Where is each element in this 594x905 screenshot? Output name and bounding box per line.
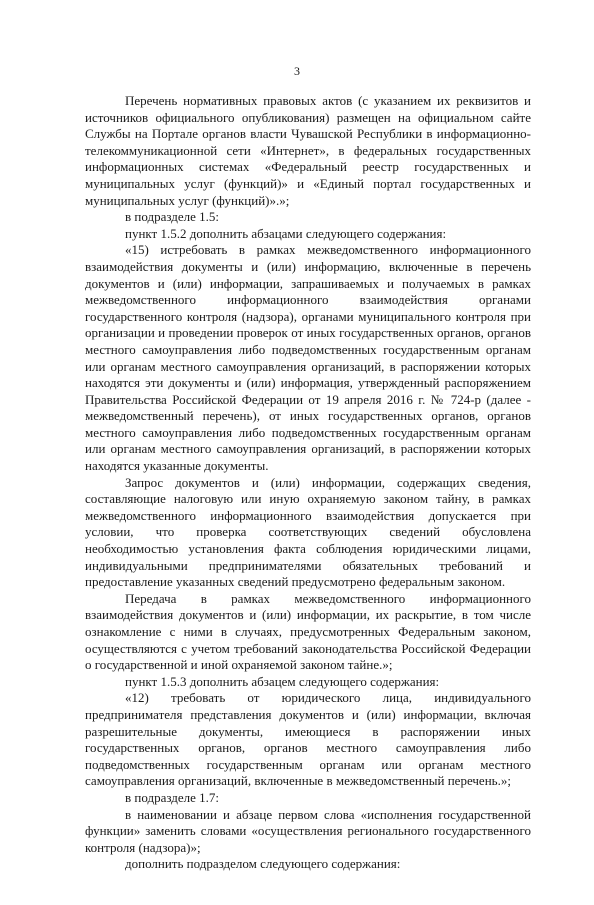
paragraph-regulations-list: Перечень нормативных правовых актов (с указанием их реквизитов и источников официального опубликования) размещен на официальном сайте Службы на Портале органов власти Чувашской Республики в информационно-телекоммуникационной сети «Интернет», в федеральных государственных информационных системах «Федеральный реестр государственных и муниципальных услуг (функций)» и «Единый портал государственных и муниципальных услуг (функций)».»; (85, 93, 531, 208)
paragraph-add-subsection: дополнить подразделом следующего содержания: (125, 856, 401, 872)
paragraph-item-1-5-3: пункт 1.5.3 дополнить абзацем следующего содержания: (125, 673, 440, 689)
paragraph-request-documents: Запрос документов и (или) информации, содержащих сведения, составляющие налоговую или иную охраняемую законом тайну, в рамках межведомственного информационного взаимодействия допускается при условии, что проверка соответствующих сведений обусловлена необходимостью установления факта соблюдения юридическими лицами, индивидуальными предпринимателями обязательных требований и предоставление указанных сведений предусмотрено федеральным законом. (85, 474, 531, 590)
paragraph-clause-12: «12) требовать от юридического лица, индивидуального предпринимателя представления документов и (или) информации, включая разрешительные документы, имеющиеся в распоряжении иных государственных органов, органов местного самоуправления либо подведомственных государственным органам или органам местного самоуправления организаций, включенные в межведомственный перечень.»; (85, 690, 531, 789)
page-number: 3 (294, 64, 300, 78)
paragraph-title-replacement: в наименовании и абзаце первом слова «исполнения государственной функции» заменить словами «осуществления регионального государственного контроля (надзора)»; (85, 806, 531, 855)
paragraph-subsection-1-7: в подразделе 1.7: (125, 789, 220, 805)
paragraph-item-1-5-2: пункт 1.5.2 дополнить абзацами следующего содержания: (125, 225, 447, 241)
paragraph-subsection-1-5: в подразделе 1.5: (125, 209, 220, 225)
paragraph-transfer-documents: Передача в рамках межведомственного информационного взаимодействия документов и (или) информации, их раскрытие, в том числе ознакомление с ними в случаях, предусмотренных Федеральным законом, осуществляются с учетом требований законодательства Российской Федерации о государственной и иной охраняемой законом тайне.»; (85, 590, 531, 673)
document-body (85, 93, 531, 873)
paragraph-clause-15: «15) истребовать в рамках межведомственного информационного взаимодействия документы и (или) информацию, включенные в перечень документов и (или) информации, запрашиваемых и получаемых в рамках межведомственного информационного взаимодействия органами государственного контроля (надзора), органами муниципального контроля при организации и проведении проверок от иных государственных органов, органов местного самоуправления либо подведомственных государственным органам или органам местного самоуправления организаций, в распоряжении которых находятся эти документы и (или) информация, утвержденный распоряжением Правительства Российской Федерации от 19 апреля 2016 г. № 724-р (далее - межведомственный перечень), от иных государственных органов, органов местного самоуправления либо подведомственных государственным органам или органам местного самоуправления организаций, в распоряжении которых находятся указанные документы. (85, 242, 531, 474)
